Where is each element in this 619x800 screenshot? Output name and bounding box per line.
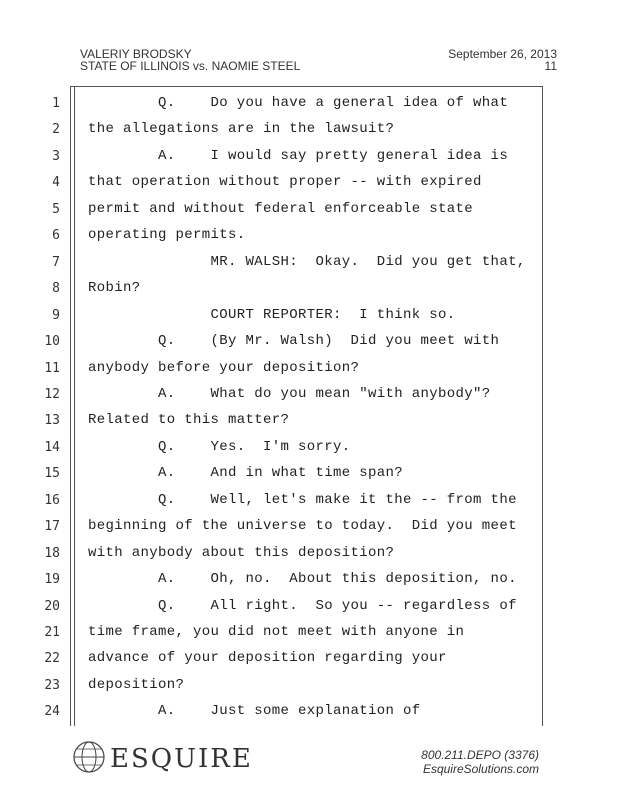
line-number: 21: [44, 625, 60, 640]
transcript-line: with anybody about this deposition?: [88, 544, 395, 561]
transcript-line: operating permits.: [88, 227, 246, 244]
transcript-line: deposition?: [88, 676, 185, 693]
line-number: 22: [44, 651, 60, 667]
transcript-line: A. I would say pretty general idea is: [88, 147, 509, 164]
transcript-line: permit and without federal enforceable state: [88, 200, 474, 217]
line-number: 18: [44, 545, 60, 561]
deposition-date: September 26, 2013: [448, 47, 557, 61]
line-number: 8: [52, 281, 60, 297]
transcript-line: Q. All right. So you -- regardless of: [88, 597, 517, 614]
top-rule: [70, 86, 542, 87]
transcript-line: the allegations are in the lawsuit?: [88, 121, 395, 138]
line-number: 1: [52, 96, 60, 111]
transcript-line: Q. Do you have a general idea of what: [88, 95, 509, 111]
case-title: STATE OF ILLINOIS vs. NAOMIE STEEL: [80, 59, 301, 73]
line-number: 10: [44, 334, 60, 350]
transcript-line: that operation without proper -- with expired: [88, 174, 482, 191]
line-number: 13: [44, 413, 60, 429]
transcript-line: Q. (By Mr. Walsh) Did you meet with: [88, 333, 500, 350]
line-number: 4: [52, 175, 60, 191]
line-number: 9: [52, 307, 60, 323]
transcript-line: MR. WALSH: Okay. Did you get that,: [88, 253, 526, 270]
transcript-line: beginning of the universe to today. Did you meet: [88, 518, 517, 535]
line-number: 5: [52, 201, 60, 217]
footer-phone: 800.211.DEPO (3376): [421, 748, 539, 762]
transcript-line: A. Just some explanation of: [88, 703, 421, 720]
right-margin-rule: [542, 86, 543, 726]
line-number: 19: [44, 572, 60, 588]
esquire-logo: [72, 740, 253, 780]
line-number: 24: [44, 704, 60, 720]
globe-icon: [72, 740, 106, 774]
line-number: 17: [44, 519, 60, 535]
line-number: 20: [44, 598, 60, 614]
line-number: 23: [44, 677, 60, 693]
transcript-line: A. And in what time span?: [88, 465, 404, 482]
line-number: 15: [44, 466, 60, 482]
line-number: 6: [52, 228, 60, 244]
line-number: 3: [52, 148, 60, 164]
transcript-line: COURT REPORTER: I think so.: [88, 306, 456, 323]
line-number: 11: [44, 360, 60, 376]
line-number: 16: [44, 492, 60, 508]
logo-wordmark: ESQUIRE: [110, 744, 253, 774]
transcript-line: advance of your deposition regarding your: [88, 650, 447, 667]
transcript-line: A. What do you mean "with anybody"?: [88, 385, 491, 402]
transcript-line: Robin?: [88, 280, 141, 297]
transcript-line: time frame, you did not meet with anyone in: [88, 624, 465, 640]
transcript-line: Q. Well, let's make it the -- from the: [88, 491, 517, 508]
deponent-name: VALERIY BRODSKY: [80, 47, 192, 61]
line-number: 2: [52, 122, 60, 138]
transcript-line: Q. Yes. I'm sorry.: [88, 438, 351, 455]
left-margin-rule: [70, 86, 71, 726]
page-number: 11: [544, 59, 557, 73]
line-number: 14: [44, 439, 60, 455]
line-number: 7: [52, 254, 60, 270]
transcript-line: anybody before your deposition?: [88, 359, 360, 376]
transcript-line: A. Oh, no. About this deposition, no.: [88, 571, 517, 588]
line-number: 12: [44, 386, 60, 402]
transcript-line: Related to this matter?: [88, 412, 290, 429]
footer-website: EsquireSolutions.com: [422, 762, 539, 776]
left-margin-rule-inner: [74, 86, 75, 726]
